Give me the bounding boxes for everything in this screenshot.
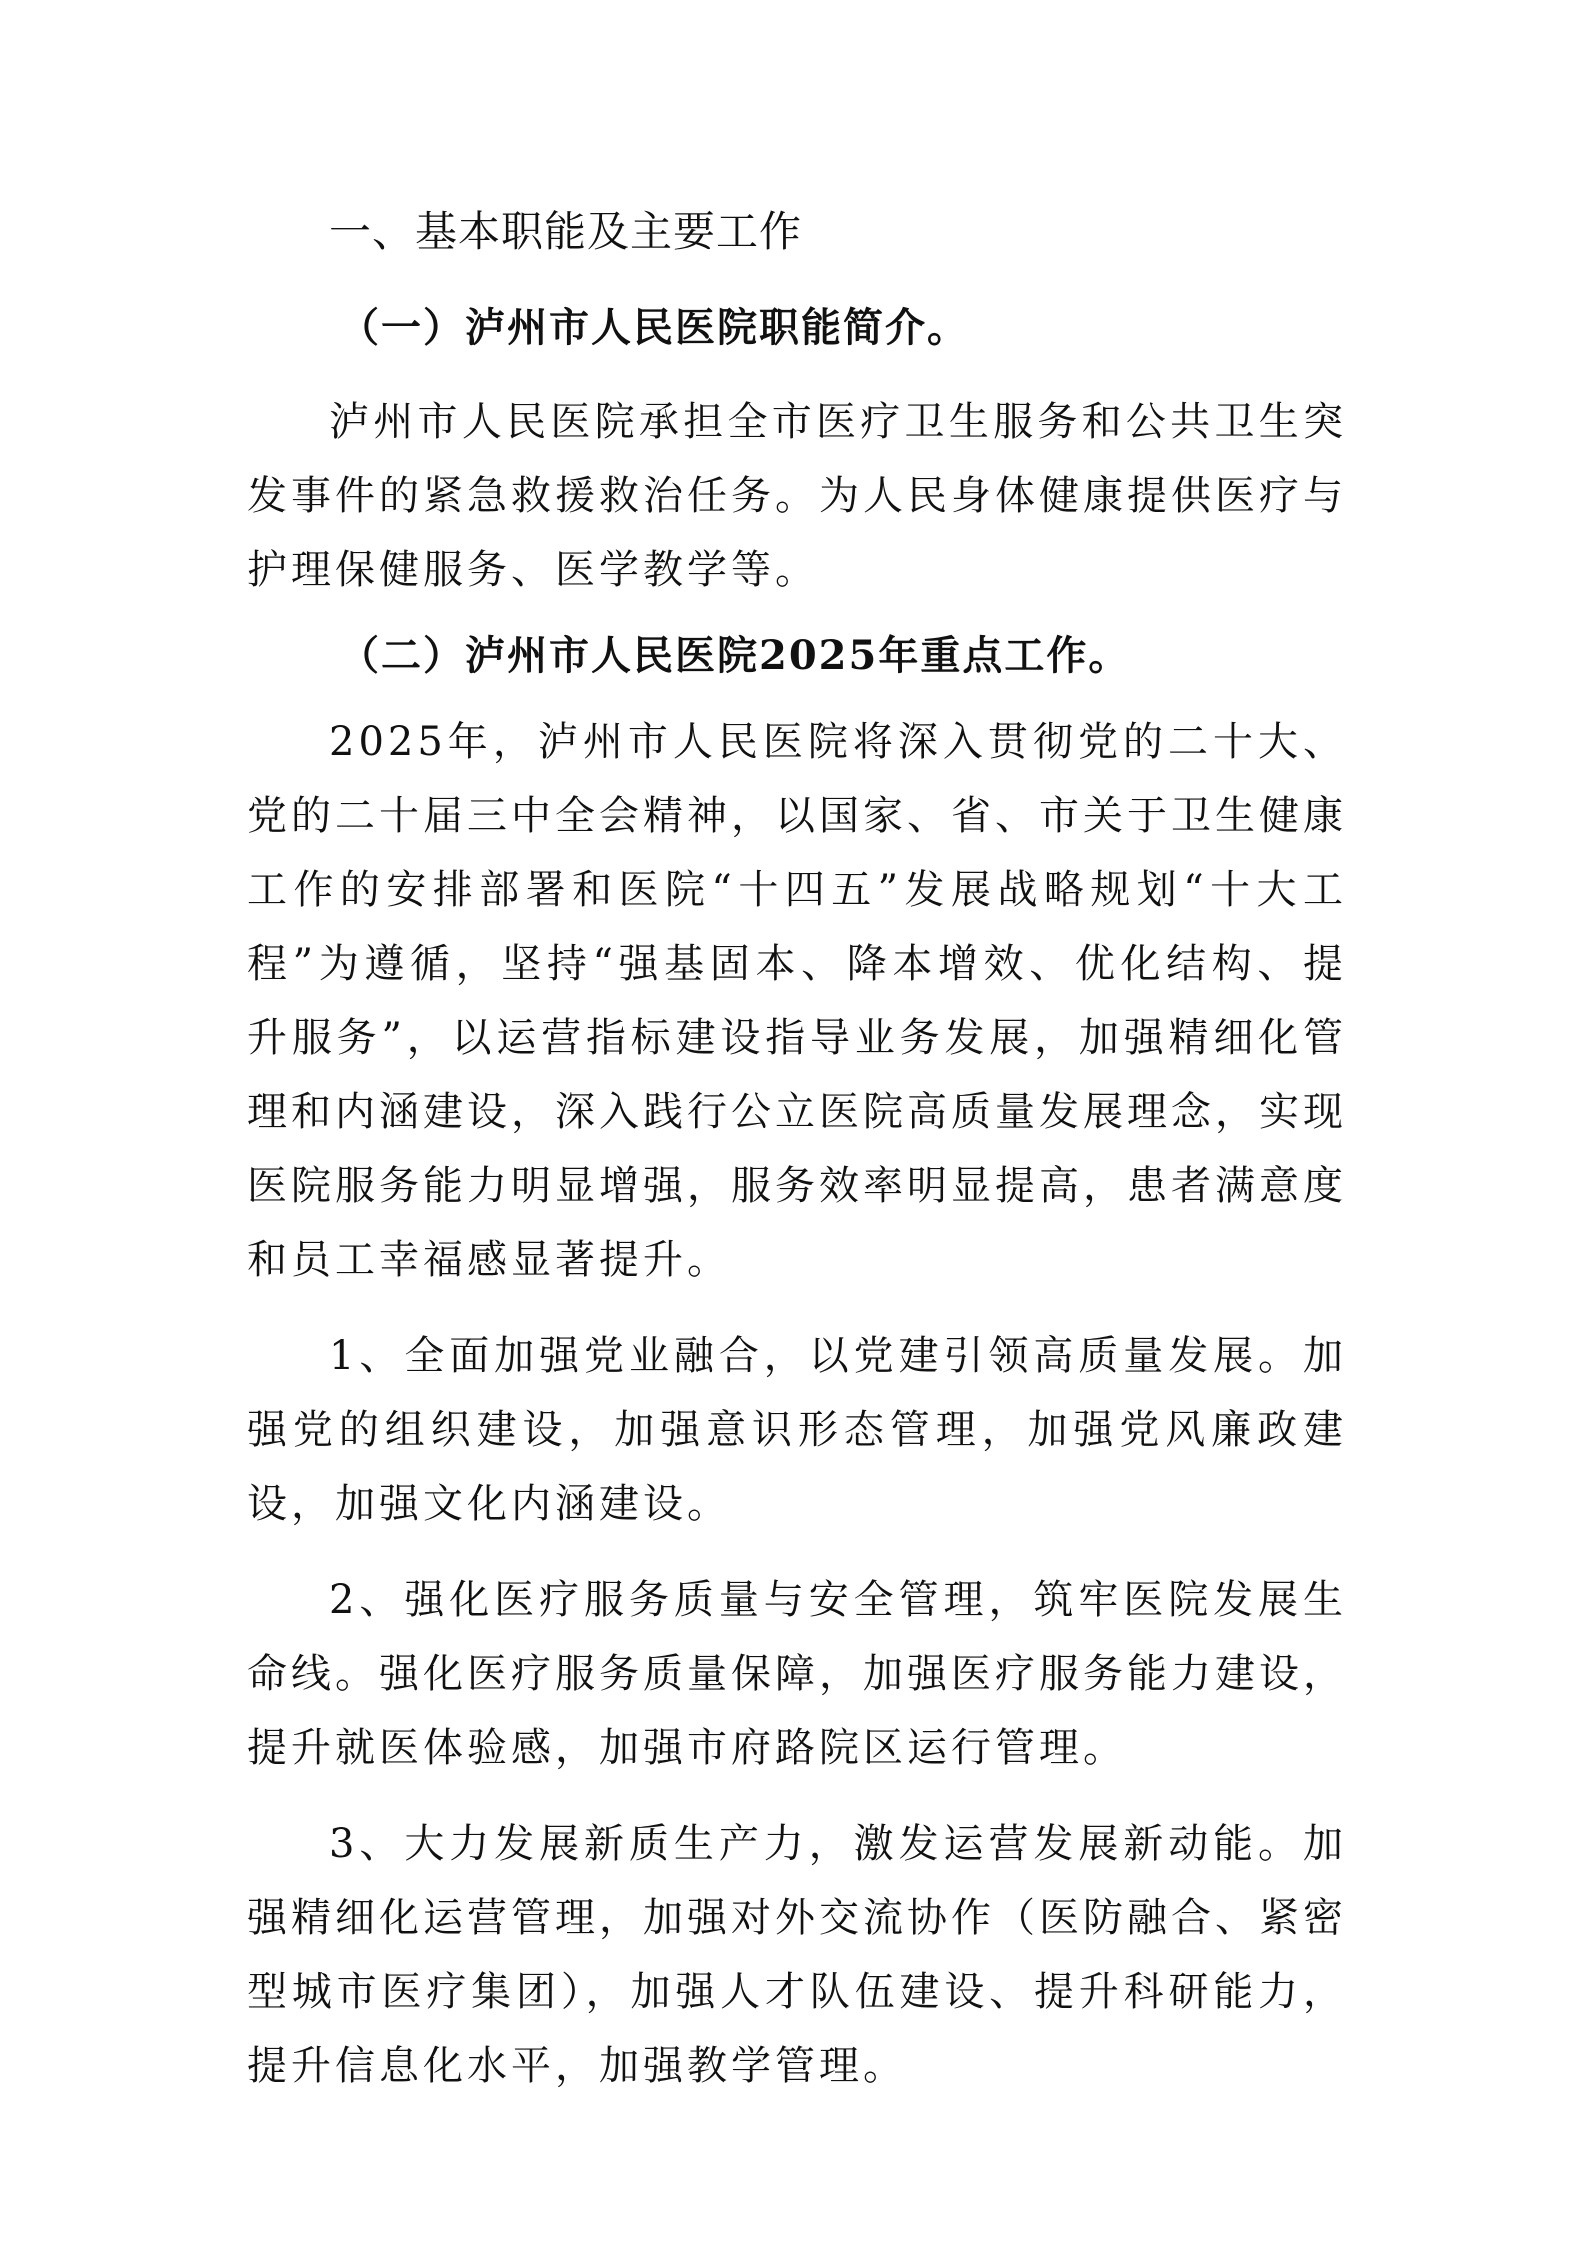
list-item-1: 1、全面加强党业融合，以党建引领高质量发展。加强党的组织建设，加强意识形态管理，加强党风廉政建设，加强文化内涵建设。 <box>247 1333 1347 1527</box>
subsection-2-title: （二）泸州市人民医院2025年重点工作。 <box>339 632 1131 679</box>
subsection-1-title: （一）泸州市人民医院职能简介。 <box>339 304 969 351</box>
section-title: 一、基本职能及主要工作 <box>329 207 803 256</box>
subsection-2-body: 2025年，泸州市人民医院将深入贯彻党的二十大、党的二十届三中全会精神，以国家、省、市关于卫生健康工作的安排部署和医院“十四五”发展战略规划“十大工程”为遵循，坚持“强基固本、降本增效、优化结构、提升服务”，以运营指标建设指导业务发展，加强精细化管理和内涵建设，深入践行公立医院高质量发展理念，实现医院服务能力明显增强，服务效率明显提高，患者满意度和员工幸福感显著提升。 <box>247 719 1347 1283</box>
list-item-3: 3、大力发展新质生产力，激发运营发展新动能。加强精细化运营管理，加强对外交流协作（医防融合、紧密型城市医疗集团），加强人才队伍建设、提升科研能力，提升信息化水平，加强教学管理。 <box>247 1821 1347 2089</box>
document-body <box>247 205 1347 2103</box>
subsection-1-body: 泸州市人民医院承担全市医疗卫生服务和公共卫生突发事件的紧急救援救治任务。为人民身体健康提供医疗与护理保健服务、医学教学等。 <box>247 399 1347 593</box>
list-item-2: 2、强化医疗服务质量与安全管理，筑牢医院发展生命线。强化医疗服务质量保障，加强医疗服务能力建设，提升就医体验感，加强市府路院区运行管理。 <box>247 1577 1347 1771</box>
